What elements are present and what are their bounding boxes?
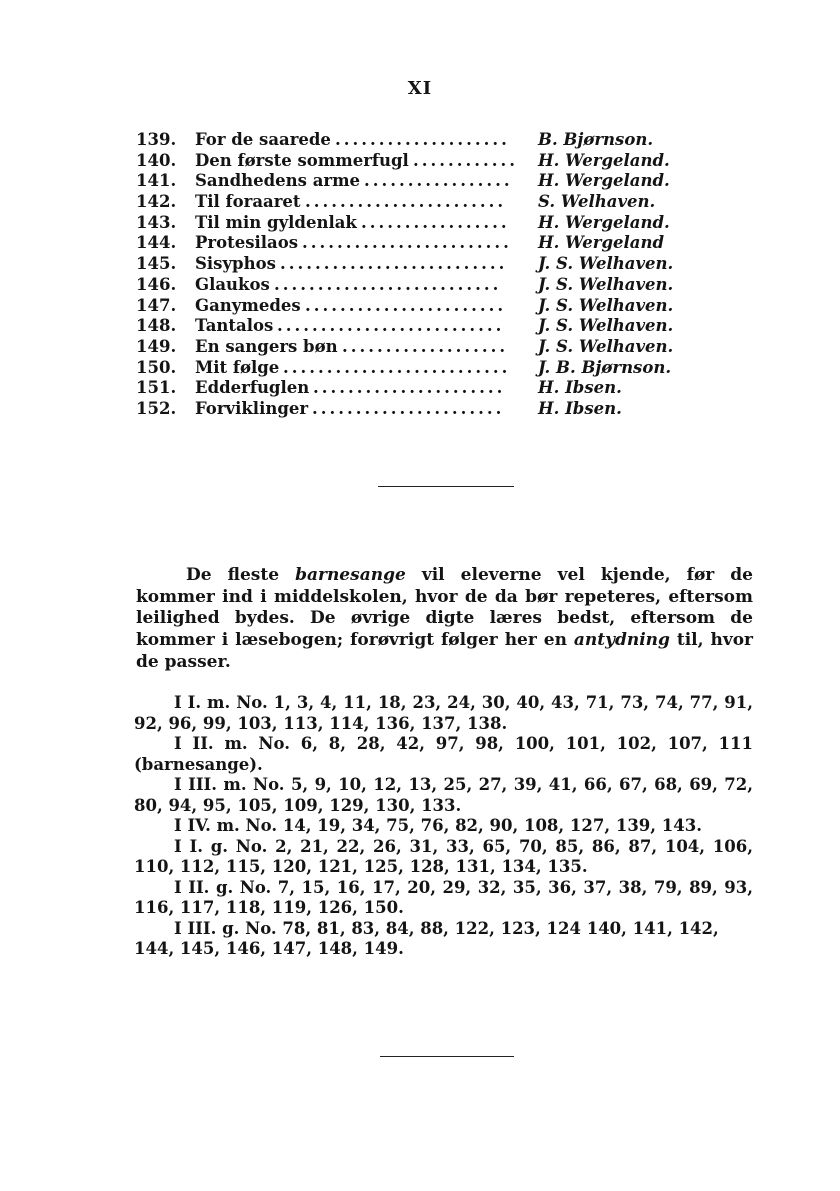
toc-row <box>136 337 756 358</box>
toc-title: Til foraaret <box>195 192 301 212</box>
toc-number: 148. <box>136 316 177 336</box>
toc-leader-dots: ....................... <box>305 192 507 212</box>
class-list-entry: I III. g. No. 78, 81, 83, 84, 88, 122, 123, 124 140, 141, 142, 144, 145, 146, 147, 148, 149. <box>134 918 719 958</box>
toc-title: Mit følge <box>195 357 280 377</box>
toc-leader-dots: .......................... <box>274 274 502 294</box>
toc-number: 152. <box>136 398 177 418</box>
class-list-entry: I IV. m. No. 14, 19, 34, 75, 76, 82, 90, 108, 127, 139, 143. <box>174 816 702 835</box>
toc-title: Sisyphos <box>195 254 276 274</box>
toc-title: Edderfuglen <box>195 378 310 398</box>
bottom-divider <box>380 1056 514 1057</box>
toc-row <box>136 213 756 234</box>
class-list-entry: I I. m. No. 1, 3, 4, 11, 18, 23, 24, 30, 40, 43, 71, 73, 74, 77, 91, 92, 96, 99, 103, 113, 114, 136, 137, 138. <box>134 693 753 733</box>
toc-leader-dots: .................... <box>335 130 510 149</box>
toc-number: 140. <box>136 150 177 170</box>
paragraph-text: De fleste <box>186 565 296 585</box>
toc-leader-dots: ................. <box>361 212 510 232</box>
toc-number: 145. <box>136 254 177 274</box>
toc-leader-dots: ...................... <box>312 398 505 418</box>
toc-number: 144. <box>136 233 177 253</box>
toc-leader-dots: ................. <box>364 171 513 191</box>
toc-leader-dots: .......................... <box>283 357 511 377</box>
toc-row <box>136 316 756 337</box>
paragraph-emphasis: antydning <box>573 630 670 651</box>
class-list-entry: I II. m. No. 6, 8, 28, 42, 97, 98, 100, 101, 102, 107, 111 (barnesange). <box>134 734 753 774</box>
toc-title: Protesilaos <box>195 233 299 253</box>
toc-row <box>136 171 756 192</box>
toc-number: 143. <box>136 212 177 232</box>
paragraph-text: til, hvor de passer. <box>136 630 753 672</box>
toc-author: J. S. Welhaven. <box>538 295 674 315</box>
paragraph-emphasis: barnesange <box>295 565 406 585</box>
toc-author: H. Wergeland. <box>538 212 670 232</box>
toc-author: J. S. Welhaven. <box>538 274 674 294</box>
toc-author: H. Wergeland <box>538 233 664 253</box>
toc-number: 149. <box>136 336 177 356</box>
toc-row <box>136 192 756 213</box>
toc-number: 141. <box>136 171 177 191</box>
toc-leader-dots: ................... <box>342 336 509 356</box>
toc-row <box>136 151 756 172</box>
toc-number: 142. <box>136 192 177 212</box>
table-of-contents <box>136 130 756 420</box>
toc-number: 139. <box>136 130 177 149</box>
toc-title: Den første sommerfugl <box>195 150 409 170</box>
toc-title: Sandhedens arme <box>195 171 361 191</box>
toc-row <box>136 275 756 296</box>
paragraph-text: vil eleverne vel kjende, før de kommer ind i middelskolen, hvor de da bør repeteres, eftersom leilighed bydes. De øvrige digte læres bedst, eftersom de kommer i læsebogen; forøvrigt følger her en <box>136 565 753 651</box>
toc-author: J. S. Welhaven. <box>538 316 674 336</box>
class-lists <box>134 693 753 960</box>
toc-author: H. Ibsen. <box>538 398 622 418</box>
intro-paragraph <box>136 565 753 674</box>
toc-row <box>136 130 756 151</box>
toc-author: H. Wergeland. <box>538 150 670 170</box>
toc-number: 146. <box>136 274 177 294</box>
toc-row <box>136 233 756 254</box>
page-number: XI <box>407 78 433 99</box>
toc-row <box>136 358 756 379</box>
toc-number: 151. <box>136 378 177 398</box>
toc-leader-dots: ....................... <box>305 295 507 315</box>
toc-title: Glaukos <box>195 274 270 294</box>
toc-author: B. Bjørnson. <box>538 130 654 149</box>
toc-row <box>136 296 756 317</box>
toc-author: J. S. Welhaven. <box>538 254 674 274</box>
toc-leader-dots: ........................ <box>302 233 512 253</box>
section-divider <box>378 486 514 487</box>
toc-title: Til min gyldenlak <box>195 212 357 232</box>
toc-row <box>136 254 756 275</box>
class-list-entry: I II. g. No. 7, 15, 16, 17, 20, 29, 32, 35, 36, 37, 38, 79, 89, 93, 116, 117, 118, 119, 126, 150. <box>134 877 753 917</box>
toc-leader-dots: .......................... <box>277 316 505 336</box>
toc-title: Forviklinger <box>195 398 309 418</box>
toc-title: Ganymedes <box>195 295 301 315</box>
toc-row <box>136 378 756 399</box>
toc-author: S. Welhaven. <box>538 192 656 212</box>
toc-leader-dots: .......................... <box>280 254 508 274</box>
class-list-entry: I III. m. No. 5, 9, 10, 12, 13, 25, 27, 39, 41, 66, 67, 68, 69, 72, 80, 94, 95, 105, 109, 129, 130, 133. <box>134 775 753 815</box>
toc-author: J. S. Welhaven. <box>538 336 674 356</box>
toc-leader-dots: ............ <box>413 150 518 170</box>
toc-number: 147. <box>136 295 177 315</box>
toc-title: For de saarede <box>195 130 331 149</box>
toc-title: En sangers bøn <box>195 336 338 356</box>
toc-leader-dots: ...................... <box>313 378 506 398</box>
class-list-entry: I I. g. No. 2, 21, 22, 26, 31, 33, 65, 70, 85, 86, 87, 104, 106, 110, 112, 115, 120, 121, 125, 128, 131, 134, 135. <box>134 836 753 876</box>
toc-row <box>136 399 756 420</box>
toc-title: Tantalos <box>195 316 274 336</box>
toc-number: 150. <box>136 357 177 377</box>
toc-author: H. Wergeland. <box>538 171 670 191</box>
toc-author: H. Ibsen. <box>538 378 622 398</box>
toc-author: J. B. Bjørnson. <box>538 357 672 377</box>
